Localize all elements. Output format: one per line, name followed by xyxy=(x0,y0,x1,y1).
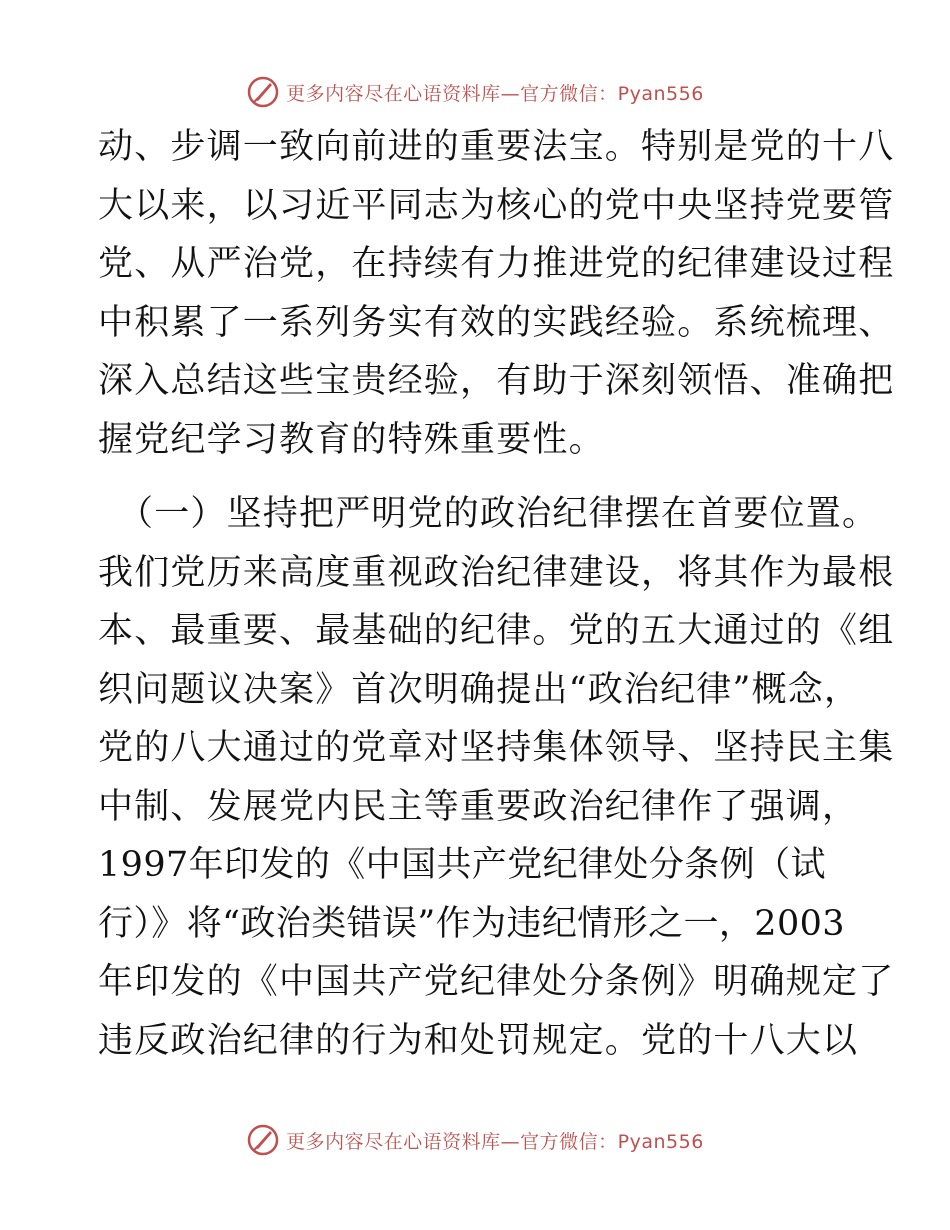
watermark-footer xyxy=(0,1120,950,1160)
text-line: 中制、发展党内民主等重要政治纪律作了强调， xyxy=(98,786,859,827)
feather-logo-icon xyxy=(246,75,280,109)
text-line: 党、从严治党，在持续有力推进党的纪律建设过程 xyxy=(98,244,895,284)
watermark-header xyxy=(0,72,950,112)
text-line: 行）》将“政治类错误”作为违纪情形之一，2003 xyxy=(98,903,845,944)
text-line: 党的八大通过的党章对坚持集体领导、坚持民主集 xyxy=(98,728,895,768)
document-body xyxy=(98,118,895,1070)
text-line: 年印发的《中国共产党纪律处分条例》明确规定了 xyxy=(98,962,895,1002)
text-line: 深入总结这些宝贵经验，有助于深刻领悟、准确把 xyxy=(98,361,895,401)
text-line: 违反政治纪律的行为和处罚规定。党的十八大以 xyxy=(98,1020,859,1061)
watermark-text: 更多内容尽在心语资料库—官方微信：Pyan556 xyxy=(286,1130,704,1153)
text-line: 本、最重要、最基础的纪律。党的五大通过的《组 xyxy=(98,611,895,651)
text-line: 大以来，以习近平同志为核心的党中央坚持党要管 xyxy=(98,185,895,226)
feather-logo-icon xyxy=(246,1123,280,1157)
text-line: 中积累了一系列务实有效的实践经验。系统梳理、 xyxy=(98,302,895,343)
text-line: 织问题议决案》首次明确提出“政治纪律”概念， xyxy=(98,669,861,710)
section-heading: （一）坚持把严明党的政治纪律摆在首要位置。 xyxy=(118,494,879,534)
text-line: 动、步调一致向前进的重要法宝。特别是党的十八 xyxy=(98,127,895,167)
watermark-text: 更多内容尽在心语资料库—官方微信：Pyan556 xyxy=(286,82,704,105)
paragraph xyxy=(98,485,895,1070)
paragraph-gap xyxy=(98,469,858,485)
text-line: 1997年印发的《中国共产党纪律处分条例（试 xyxy=(98,845,826,885)
paragraph xyxy=(98,118,895,469)
text-line: 我们党历来高度重视政治纪律建设，将其作为最根 xyxy=(98,552,895,593)
text-line: 握党纪学习教育的特殊重要性。 xyxy=(98,419,605,460)
